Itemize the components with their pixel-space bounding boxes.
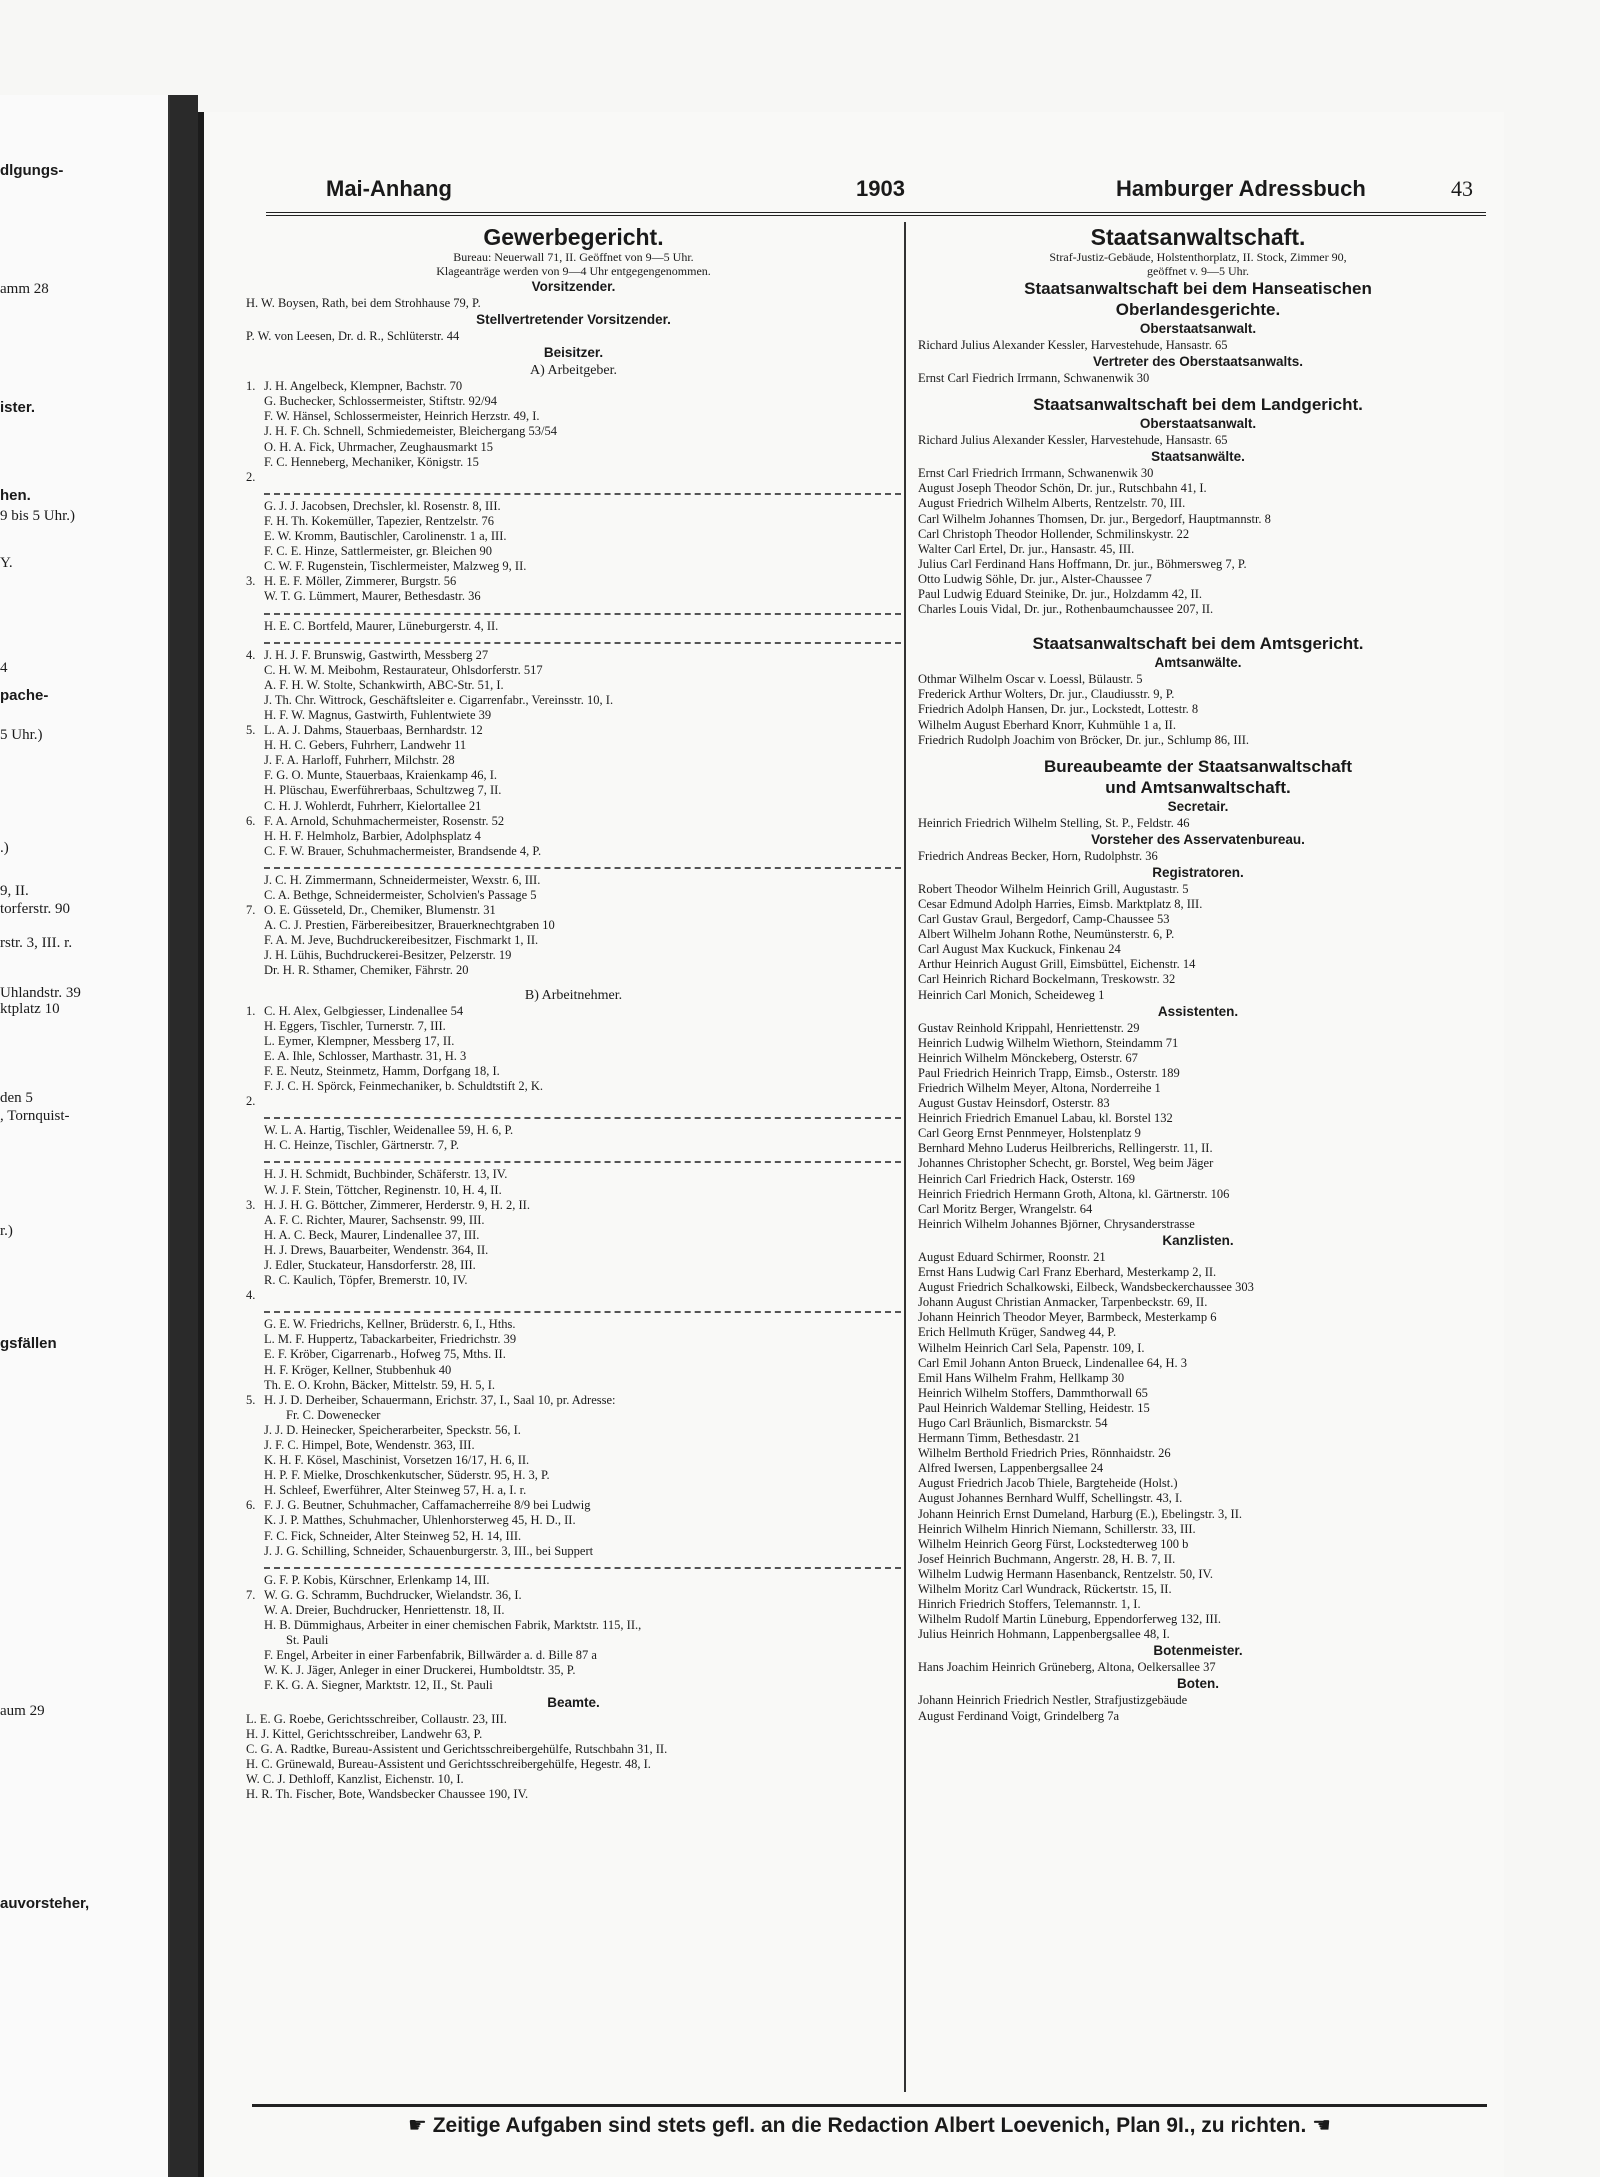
stub-line: amm 28 [0, 281, 49, 297]
entry: J. Th. Chr. Wittrock, Geschäftsleiter e. Cigarrenfabr., Vereinsstr. 10, I. [264, 692, 614, 707]
entry: August Friedrich Schalkowski, Eilbeck, Wandsbeckerchaussee 303 [918, 1280, 1254, 1295]
entry: Walter Carl Ertel, Dr. jur., Hansastr. 45, III. [918, 541, 1135, 556]
entry: Wilhelm Ludwig Hermann Hasenbanck, Rentzelstr. 50, IV. [918, 1566, 1214, 1581]
entry: H. R. Th. Fischer, Bote, Wandsbecker Chaussee 190, IV. [246, 1786, 529, 1801]
entry: F. C. E. Hinze, Sattlermeister, gr. Bleichen 90 [264, 544, 492, 559]
entry: Ernst Carl Friedrich Irrmann, Schwanenwik 30 [918, 466, 1154, 481]
entry: F. C. Henneberg, Mechaniker, Königstr. 15 [264, 454, 479, 469]
subheading: Oberstaatsanwalt. [1139, 321, 1257, 336]
entry: Richard Julius Alexander Kessler, Harvestehude, Hansastr. 65 [918, 338, 1228, 352]
subheading: Vorsteher des Asservatenbureau. [1091, 831, 1305, 847]
stub-line: 9 bis 5 Uhr.) [0, 508, 75, 524]
entry: H. J. Drews, Bauarbeiter, Wendenstr. 364, II. [264, 1242, 489, 1257]
entry: L. Eymer, Klempner, Messberg 17, II. [264, 1033, 455, 1048]
subheading: Registratoren. [1152, 864, 1244, 880]
entry: 7. W. G. G. Schramm, Buchdrucker, Wielandstr. 36, I. [246, 1587, 522, 1602]
previous-page-edge [0, 95, 171, 2177]
entry: C. G. A. Radtke, Bureau-Assistent und Gerichtsschreibergehülfe, Rutschbahn 31, II. [246, 1741, 668, 1756]
entry: Charles Louis Vidal, Dr. jur., Rothenbaumchaussee 207, II. [918, 602, 1214, 617]
subheading: Amtsanwälte. [1154, 655, 1242, 671]
entry: 3. H. J. H. G. Böttcher, Zimmerer, Herderstr. 9, H. 2, II. [246, 1197, 530, 1212]
entry: Heinrich Friedrich Wilhelm Stelling, St. P., Feldstr. 46 [918, 815, 1190, 830]
entry: Emil Hans Wilhelm Frahm, Hellkamp 30 [918, 1370, 1125, 1385]
group-heading: B) Arbeitnehmer. [524, 987, 623, 1003]
entry: F. Engel, Arbeiter in einer Farbenfabrik, Billwärder a. d. Bille 87 a [264, 1648, 597, 1663]
entry: Carl Heinrich Richard Bockelmann, Treskowstr. 32 [918, 972, 1176, 987]
entry: August Eduard Schirmer, Roonstr. 21 [918, 1249, 1106, 1264]
entry: Heinrich Ludwig Wilhelm Wiethorn, Steindamm 71 [918, 1035, 1179, 1050]
subheading: Vorsitzender. [531, 279, 616, 294]
entry: H. C. Heinze, Tischler, Gärtnerstr. 7, P. [264, 1138, 459, 1153]
subheading: Staatsanwälte. [1151, 449, 1245, 465]
entry: H. J. Kittel, Gerichtsschreiber, Landwehr 63, P. [246, 1726, 483, 1741]
stub-line: aum 29 [0, 1703, 45, 1719]
entry: Heinrich Friedrich Hermann Groth, Altona, kl. Gärtnerstr. 106 [918, 1186, 1230, 1201]
entry: F. H. Th. Kokemüller, Tapezier, Rentzelstr. 76 [264, 513, 494, 528]
entry: H. J. H. Schmidt, Buchbinder, Schäferstr. 13, IV. [264, 1167, 508, 1182]
entry: W. A. Dreier, Buchdrucker, Henriettenstr. 18, II. [264, 1602, 505, 1617]
entry: Paul Ludwig Eduard Steinike, Dr. jur., Holzdamm 42, II. [918, 587, 1202, 602]
dash-divider [264, 1153, 901, 1163]
subheading: Assistenten. [1157, 1003, 1239, 1019]
entry: Friedrich Wilhelm Meyer, Altona, Norderreihe 1 [918, 1081, 1161, 1095]
entry: P. W. von Leesen, Dr. d. R., Schlüterstr. 44 [246, 329, 460, 344]
note: Bureau: Neuerwall 71, II. Geöffnet von 9—5 Uhr. [453, 250, 694, 264]
stub-line: ktplatz 10 [0, 1001, 60, 1017]
directory-page [198, 112, 1504, 2177]
entry: Wilhelm Heinrich Carl Sela, Papenstr. 109, I. [918, 1340, 1145, 1355]
running-header [266, 172, 1486, 216]
entry: Wilhelm Moritz Carl Wundrack, Rückertstr. 15, II. [918, 1582, 1172, 1596]
entry: Hans Joachim Heinrich Grüneberg, Altona, Oelkersallee 37 [918, 1660, 1216, 1675]
entry: Dr. H. R. Sthamer, Chemiker, Fährstr. 20 [264, 963, 469, 978]
entry: W. C. J. Dethloff, Kanzlist, Eichenstr. 10, I. [246, 1771, 464, 1786]
entry: Friedrich Andreas Becker, Horn, Rudolphstr. 36 [918, 848, 1158, 863]
entry: F. J. C. H. Spörck, Feinmechaniker, b. Schuldtstift 2, K. [264, 1079, 544, 1094]
entry: August Johannes Bernhard Wulff, Schellingstr. 43, I. [918, 1491, 1183, 1506]
stub-line: .) [0, 840, 9, 856]
entry: Carl Moritz Berger, Wrangelstr. 64 [918, 1201, 1093, 1216]
entry: Johann August Christian Anmacker, Tarpenbeckstr. 69, II. [918, 1295, 1208, 1310]
entry: Carl Wilhelm Johannes Thomsen, Dr. jur., Bergedorf, Hauptmannstr. 8 [918, 511, 1271, 526]
entry: Julius Heinrich Hohmann, Lappenbergsallee 48, I. [918, 1627, 1170, 1642]
entry: Heinrich Carl Friedrich Hack, Osterstr. 169 [918, 1171, 1135, 1186]
entry: August Friedrich Wilhelm Alberts, Rentzelstr. 70, III. [918, 496, 1186, 511]
entry: J. Edler, Stuckateur, Hansdorferstr. 28, III. [264, 1257, 476, 1272]
subheading: Oberstaatsanwalt. [1139, 416, 1257, 432]
pointing-hand-icon: ☚ [1306, 2114, 1331, 2137]
entry: W. K. J. Jäger, Anleger in einer Druckerei, Humboldtstr. 35, P. [264, 1663, 576, 1678]
entry: Ernst Carl Fiedrich Irrmann, Schwanenwik 30 [918, 371, 1150, 386]
entry: G. J. J. Jacobsen, Drechsler, kl. Rosenstr. 8, III. [264, 498, 501, 513]
column-rule [904, 222, 906, 2092]
entry: Heinrich Friedrich Emanuel Labau, kl. Borstel 132 [918, 1111, 1173, 1126]
stub-line: gsfällen [0, 1335, 57, 1352]
entry: Heinrich Wilhelm Stoffers, Dammthorwall 65 [918, 1385, 1148, 1400]
entry: 2. [246, 1094, 256, 1109]
entry: Heinrich Wilhelm Mönckeberg, Osterstr. 67 [918, 1050, 1138, 1065]
entry: H. Schleef, Ewerführer, Alter Steinweg 57, H. a, I. r. [264, 1483, 527, 1498]
entry: F. W. Hänsel, Schlossermeister, Heinrich Herzstr. 49, I. [264, 409, 540, 424]
entry: Erich Hellmuth Krüger, Sandweg 44, P. [918, 1325, 1117, 1340]
entry: E. W. Kromm, Bautischler, Carolinenstr. 1 a, III. [264, 529, 507, 544]
entry: H. P. F. Mielke, Droschkenkutscher, Süderstr. 95, H. 3, P. [264, 1468, 550, 1483]
section-heading: Oberlandesgerichte. [1115, 300, 1281, 319]
entry: Heinrich Carl Monich, Scheideweg 1 [918, 987, 1105, 1002]
entry: Albert Wilhelm Johann Rothe, Neumünsterstr. 6, P. [918, 927, 1175, 942]
stub-line: 9, II. [0, 883, 29, 899]
subheading: Botenmeister. [1153, 1643, 1243, 1659]
entry: W. T. G. Lümmert, Maurer, Bethesdastr. 36 [264, 589, 481, 604]
entry: Ernst Hans Ludwig Carl Franz Eberhard, Mesterkamp 2, II. [918, 1265, 1217, 1280]
entry: J. F. A. Harloff, Fuhrherr, Milchstr. 28 [264, 753, 455, 768]
entry: F. E. Neutz, Steinmetz, Hamm, Dorfgang 18, I. [264, 1063, 500, 1078]
section-heading: Bureaubeamte der Staatsanwaltschaft [1044, 756, 1352, 776]
entry: H. Plüschau, Ewerführerbaas, Schultzweg 7, II. [264, 783, 502, 798]
entry: Frederick Arthur Wolters, Dr. jur., Claudiusstr. 9, P. [918, 687, 1175, 702]
entry: F. C. Fick, Schneider, Alter Steinweg 52, H. 14, III. [264, 1528, 522, 1543]
entry: Bernhard Mehno Luderus Heilbrerichs, Rellingerstr. 11, II. [918, 1141, 1213, 1156]
entry: H. Eggers, Tischler, Turnerstr. 7, III. [264, 1018, 446, 1033]
entry-continuation: St. Pauli [286, 1633, 329, 1648]
entry: 1. C. H. Alex, Gelbgiesser, Lindenallee 54 [246, 1003, 464, 1018]
stub-line: Uhlandstr. 39 [0, 985, 81, 1001]
entry: W. J. F. Stein, Töttcher, Reginenstr. 10, H. 4, II. [264, 1182, 502, 1197]
entry: August Ferdinand Voigt, Grindelberg 7a [918, 1708, 1120, 1723]
entry: 3. H. E. F. Möller, Zimmerer, Burgstr. 56 [246, 574, 457, 589]
entry: H. E. C. Bortfeld, Maurer, Lüneburgerstr. 4, II. [264, 618, 499, 633]
entry: Otto Ludwig Söhle, Dr. jur., Alster-Chaussee 7 [918, 571, 1152, 586]
entry: A. F. H. W. Stolte, Schankwirth, ABC-Str. 51, I. [264, 677, 504, 692]
entry: Paul Heinrich Waldemar Stelling, Heidestr. 15 [918, 1400, 1150, 1415]
entry: 6. F. A. Arnold, Schuhmachermeister, Rosenstr. 52 [246, 813, 505, 828]
entry: Carl Christoph Theodor Hollender, Schmilinskystr. 22 [918, 526, 1190, 541]
entry: Hugo Carl Bräunlich, Bismarckstr. 54 [918, 1415, 1108, 1430]
entry: Carl Georg Ernst Pennmeyer, Holstenplatz 9 [918, 1126, 1141, 1141]
entry: W. L. A. Hartig, Tischler, Weidenallee 59, H. 6, P. [264, 1123, 514, 1138]
stub-line: hen. [0, 487, 31, 504]
entry: Carl Emil Johann Anton Brueck, Lindenallee 64, H. 3 [918, 1355, 1188, 1370]
stub-line: den 5 [0, 1090, 33, 1106]
entry: Wilhelm Berthold Friedrich Pries, Rönnhaidstr. 26 [918, 1446, 1171, 1461]
entry: C. A. Bethge, Schneidermeister, Scholvien's Passage 5 [264, 888, 537, 902]
entry: G. Buchecker, Schlossermeister, Stiftstr. 92/94 [264, 394, 497, 409]
entry: Josef Heinrich Buchmann, Angerstr. 28, H. B. 7, II. [918, 1551, 1176, 1566]
subheading: Secretair. [1167, 798, 1229, 814]
entry: J. F. C. Himpel, Bote, Wendenstr. 363, III. [264, 1438, 475, 1452]
header-year: 1903 [856, 176, 905, 201]
entry: A. C. J. Prestien, Färbereibesitzer, Brauerknechtgraben 10 [264, 918, 555, 933]
entry: Wilhelm Rudolf Martin Lüneburg, Eppendorferweg 132, III. [918, 1612, 1222, 1627]
entry: August Gustav Heinsdorf, Osterstr. 83 [918, 1096, 1110, 1111]
section-title: Staatsanwaltschaft. [1090, 224, 1306, 250]
entry: Hermann Timm, Bethesdastr. 21 [918, 1431, 1081, 1446]
subheading: Beamte. [547, 1694, 600, 1710]
entry: Cesar Edmund Adolph Harries, Eimsb. Marktplatz 8, III. [918, 896, 1203, 911]
entry: C. F. W. Brauer, Schuhmachermeister, Brandsende 4, P. [264, 843, 542, 858]
stub-line: dlgungs- [0, 162, 64, 179]
header-title: Hamburger Adressbuch [1116, 176, 1366, 201]
left-column [246, 224, 901, 1802]
entry: G. F. P. Kobis, Kürschner, Erlenkamp 14, III. [264, 1572, 490, 1587]
stub-line: Y. [0, 555, 13, 571]
entry: Julius Carl Ferdinand Hans Hoffmann, Dr. jur., Böhmersweg 7, P. [918, 556, 1247, 571]
pointing-hand-icon: ☛ [408, 2114, 433, 2137]
entry: Othmar Wilhelm Oscar v. Loessl, Bülaustr. 5 [918, 672, 1143, 687]
page-number: 43 [1451, 176, 1473, 201]
entry: 4. J. H. J. F. Brunswig, Gastwirth, Messberg 27 [246, 647, 489, 662]
entry: K. J. P. Matthes, Schuhmacher, Uhlenhorsterweg 45, H. D., II. [264, 1513, 576, 1528]
entry: H. F. W. Magnus, Gastwirth, Fuhlentwiete 39 [264, 707, 492, 722]
note: Klageanträge werden von 9—4 Uhr entgegengenommen. [436, 264, 711, 278]
group-heading: A) Arbeitgeber. [529, 363, 618, 379]
entry: G. E. W. Friedrichs, Kellner, Brüderstr. 6, I., Hths. [264, 1317, 516, 1332]
entry: E. F. Kröber, Cigarrenarb., Hofweg 75, Mths. II. [264, 1347, 506, 1362]
entry: O. H. A. Fick, Uhrmacher, Zeughausmarkt 15 [264, 439, 493, 454]
stub-line: 5 Uhr.) [0, 727, 43, 743]
stub-line: pache- [0, 687, 49, 704]
stub-line: r.) [0, 1223, 13, 1239]
entry: Heinrich Wilhelm Hinrich Niemann, Schillerstr. 33, III. [918, 1521, 1196, 1536]
entry: Johannes Christopher Schecht, gr. Borstel, Weg beim Jäger [918, 1156, 1214, 1171]
entry: Alfred Iwersen, Lappenbergsallee 24 [918, 1461, 1104, 1476]
dash-divider [264, 634, 901, 644]
entry: Friedrich Rudolph Joachim von Bröcker, Dr. jur., Schlump 86, III. [918, 732, 1250, 747]
entry: E. A. Ihle, Schlosser, Marthastr. 31, H. 3 [264, 1048, 467, 1063]
section-heading: Staatsanwaltschaft bei dem Amtsgericht. [1032, 634, 1364, 654]
dash-divider [264, 605, 901, 615]
header-left: Mai-Anhang [326, 176, 452, 201]
entry: Carl Gustav Graul, Bergedorf, Camp-Chaussee 53 [918, 912, 1170, 927]
entry: Johann Heinrich Friedrich Nestler, Strafjustizgebäude [918, 1693, 1188, 1708]
entry: 5. L. A. J. Dahms, Stauerbaas, Bernhardstr. 12 [246, 723, 483, 738]
entry: Johann Heinrich Theodor Meyer, Barmbeck, Mesterkamp 6 [918, 1310, 1217, 1325]
entry: J. H. F. Ch. Schnell, Schmiedemeister, Bleichergang 53/54 [264, 424, 558, 439]
entry: 2. [246, 469, 256, 484]
entry: Gustav Reinhold Krippahl, Henriettenstr. 29 [918, 1020, 1140, 1035]
entry: F. G. O. Munte, Stauerbaas, Kraienkamp 46, I. [264, 768, 497, 783]
entry: Johann Heinrich Ernst Dumeland, Harburg (E.), Ebelingstr. 3, II. [918, 1506, 1242, 1521]
entry: H. B. Dümmighaus, Arbeiter in einer chemischen Fabrik, Marktstr. 115, II., [264, 1618, 642, 1633]
entry: H. C. Grünewald, Bureau-Assistent und Gerichtsschreibergehülfe, Hegestr. 48, I. [246, 1756, 651, 1771]
entry-continuation: Fr. C. Dowenecker [286, 1407, 381, 1422]
subheading: Vertreter des Oberstaatsanwalts. [1092, 354, 1304, 370]
entry: L. M. F. Huppertz, Tabackarbeiter, Friedrichstr. 39 [264, 1332, 517, 1347]
entry: Robert Theodor Wilhelm Heinrich Grill, Augustastr. 5 [918, 881, 1189, 896]
entry: J. J. G. Schilling, Schneider, Schauenburgerstr. 3, III., bei Suppert [264, 1543, 594, 1558]
entry: 5. H. J. D. Derheiber, Schauermann, Erichstr. 37, I., Saal 10, pr. Adresse: [246, 1392, 616, 1407]
dash-divider [264, 859, 901, 869]
entry: August Joseph Theodor Schön, Dr. jur., Rutschbahn 41, I. [918, 481, 1207, 496]
entry: H. H. C. Gebers, Fuhrherr, Landwehr 11 [264, 738, 467, 753]
dash-divider [264, 1303, 901, 1313]
entry: J. C. H. Zimmermann, Schneidermeister, Wexstr. 6, III. [264, 872, 541, 887]
book-gutter [170, 95, 198, 2177]
note: Straf-Justiz-Gebäude, Holstenthorplatz, II. Stock, Zimmer 90, [1049, 250, 1347, 264]
subheading: Beisitzer. [543, 345, 604, 361]
right-column [918, 224, 1478, 1724]
subheading: Stellvertretender Vorsitzender. [476, 312, 671, 328]
dash-divider [264, 1109, 901, 1119]
section-heading: und Amtsanwaltschaft. [1105, 777, 1291, 797]
entry: R. C. Kaulich, Töpfer, Bremerstr. 10, IV. [264, 1273, 468, 1288]
entry: Wilhelm Heinrich Georg Fürst, Lockstedterweg 100 b [918, 1536, 1189, 1551]
subheading: Boten. [1177, 1676, 1219, 1692]
stub-line: ister. [0, 399, 36, 416]
entry: A. F. C. Richter, Maurer, Sachsenstr. 99, III. [264, 1212, 485, 1227]
entry: F. K. G. A. Siegner, Marktstr. 12, II., St. Pauli [264, 1678, 493, 1693]
entry: Arthur Heinrich August Grill, Eimsbüttel, Eichenstr. 14 [918, 957, 1196, 972]
section-heading: Staatsanwaltschaft bei dem Hanseatischen [1024, 279, 1372, 298]
entry: Heinrich Wilhelm Johannes Björner, Chrysanderstrasse [918, 1216, 1195, 1231]
section-heading: Staatsanwaltschaft bei dem Landgericht. [1033, 395, 1363, 415]
entry: C. H. W. M. Meibohm, Restaurateur, Ohlsdorferstr. 517 [264, 662, 543, 677]
entry: C. W. F. Rugenstein, Tischlermeister, Malzweg 9, II. [264, 559, 527, 574]
entry: Richard Julius Alexander Kessler, Harvestehude, Hansastr. 65 [918, 433, 1228, 448]
entry: 1. J. H. Angelbeck, Klempner, Bachstr. 70 [246, 379, 463, 394]
entry: Hinrich Friedrich Stoffers, Telemannstr. 1, I. [918, 1597, 1141, 1612]
entry: H. A. C. Beck, Maurer, Lindenallee 37, III. [264, 1227, 480, 1242]
entry: J. H. Lühis, Buchdruckerei-Besitzer, Pelzerstr. 19 [264, 948, 512, 963]
entry: August Friedrich Jacob Thiele, Bargteheide (Holst.) [918, 1476, 1178, 1491]
stub-line: rstr. 3, III. r. [0, 935, 73, 951]
footer-notice: ☛ Zeitige Aufgaben sind stets gefl. an die Redaction Albert Loevenich, Plan 9I., zu richten. ☚ [252, 2104, 1487, 2145]
entry: Th. E. O. Krohn, Bäcker, Mittelstr. 59, H. 5, I. [264, 1377, 496, 1392]
stub-line: 4 [0, 660, 8, 676]
entry: H. W. Boysen, Rath, bei dem Strohhause 79, P. [246, 296, 481, 310]
note: geöffnet v. 9—5 Uhr. [1147, 264, 1249, 278]
entry: Wilhelm August Eberhard Knorr, Kuhmühle 1 a, II. [918, 717, 1176, 732]
entry: 7. O. E. Güsseteld, Dr., Chemiker, Blumenstr. 31 [246, 903, 496, 918]
entry: F. A. M. Jeve, Buchdruckereibesitzer, Fischmarkt 1, II. [264, 933, 539, 948]
stub-line: torferstr. 90 [0, 901, 70, 917]
stub-line: auvorsteher, [0, 1895, 90, 1912]
entry: L. E. G. Roebe, Gerichtsschreiber, Collaustr. 23, III. [246, 1711, 507, 1726]
entry: Friedrich Adolph Hansen, Dr. jur., Lockstedt, Lottestr. 8 [918, 702, 1199, 717]
entry: H. F. Kröger, Kellner, Stubbenhuk 40 [264, 1362, 452, 1377]
section-title: Gewerbegericht. [483, 224, 664, 250]
entry: K. H. F. Kösel, Maschinist, Vorsetzen 16/17, H. 6, II. [264, 1453, 530, 1468]
entry: Carl August Max Kuckuck, Finkenau 24 [918, 942, 1121, 957]
entry: 6. F. J. G. Beutner, Schuhmacher, Caffamacherreihe 8/9 bei Ludwig [246, 1498, 591, 1513]
dash-divider [264, 1559, 901, 1569]
subheading: Kanzlisten. [1162, 1232, 1234, 1248]
stub-line: , Tornquist- [0, 1108, 70, 1124]
entry: H. H. F. Helmholz, Barbier, Adolphsplatz 4 [264, 828, 481, 843]
dash-divider [264, 485, 901, 495]
entry: 4. [246, 1288, 256, 1303]
entry: Paul Friedrich Heinrich Trapp, Eimsb., Osterstr. 189 [918, 1065, 1180, 1080]
entry: C. H. J. Wohlerdt, Fuhrherr, Kielortallee 21 [264, 798, 482, 813]
entry: J. J. D. Heinecker, Speicherarbeiter, Speckstr. 56, I. [264, 1422, 521, 1437]
